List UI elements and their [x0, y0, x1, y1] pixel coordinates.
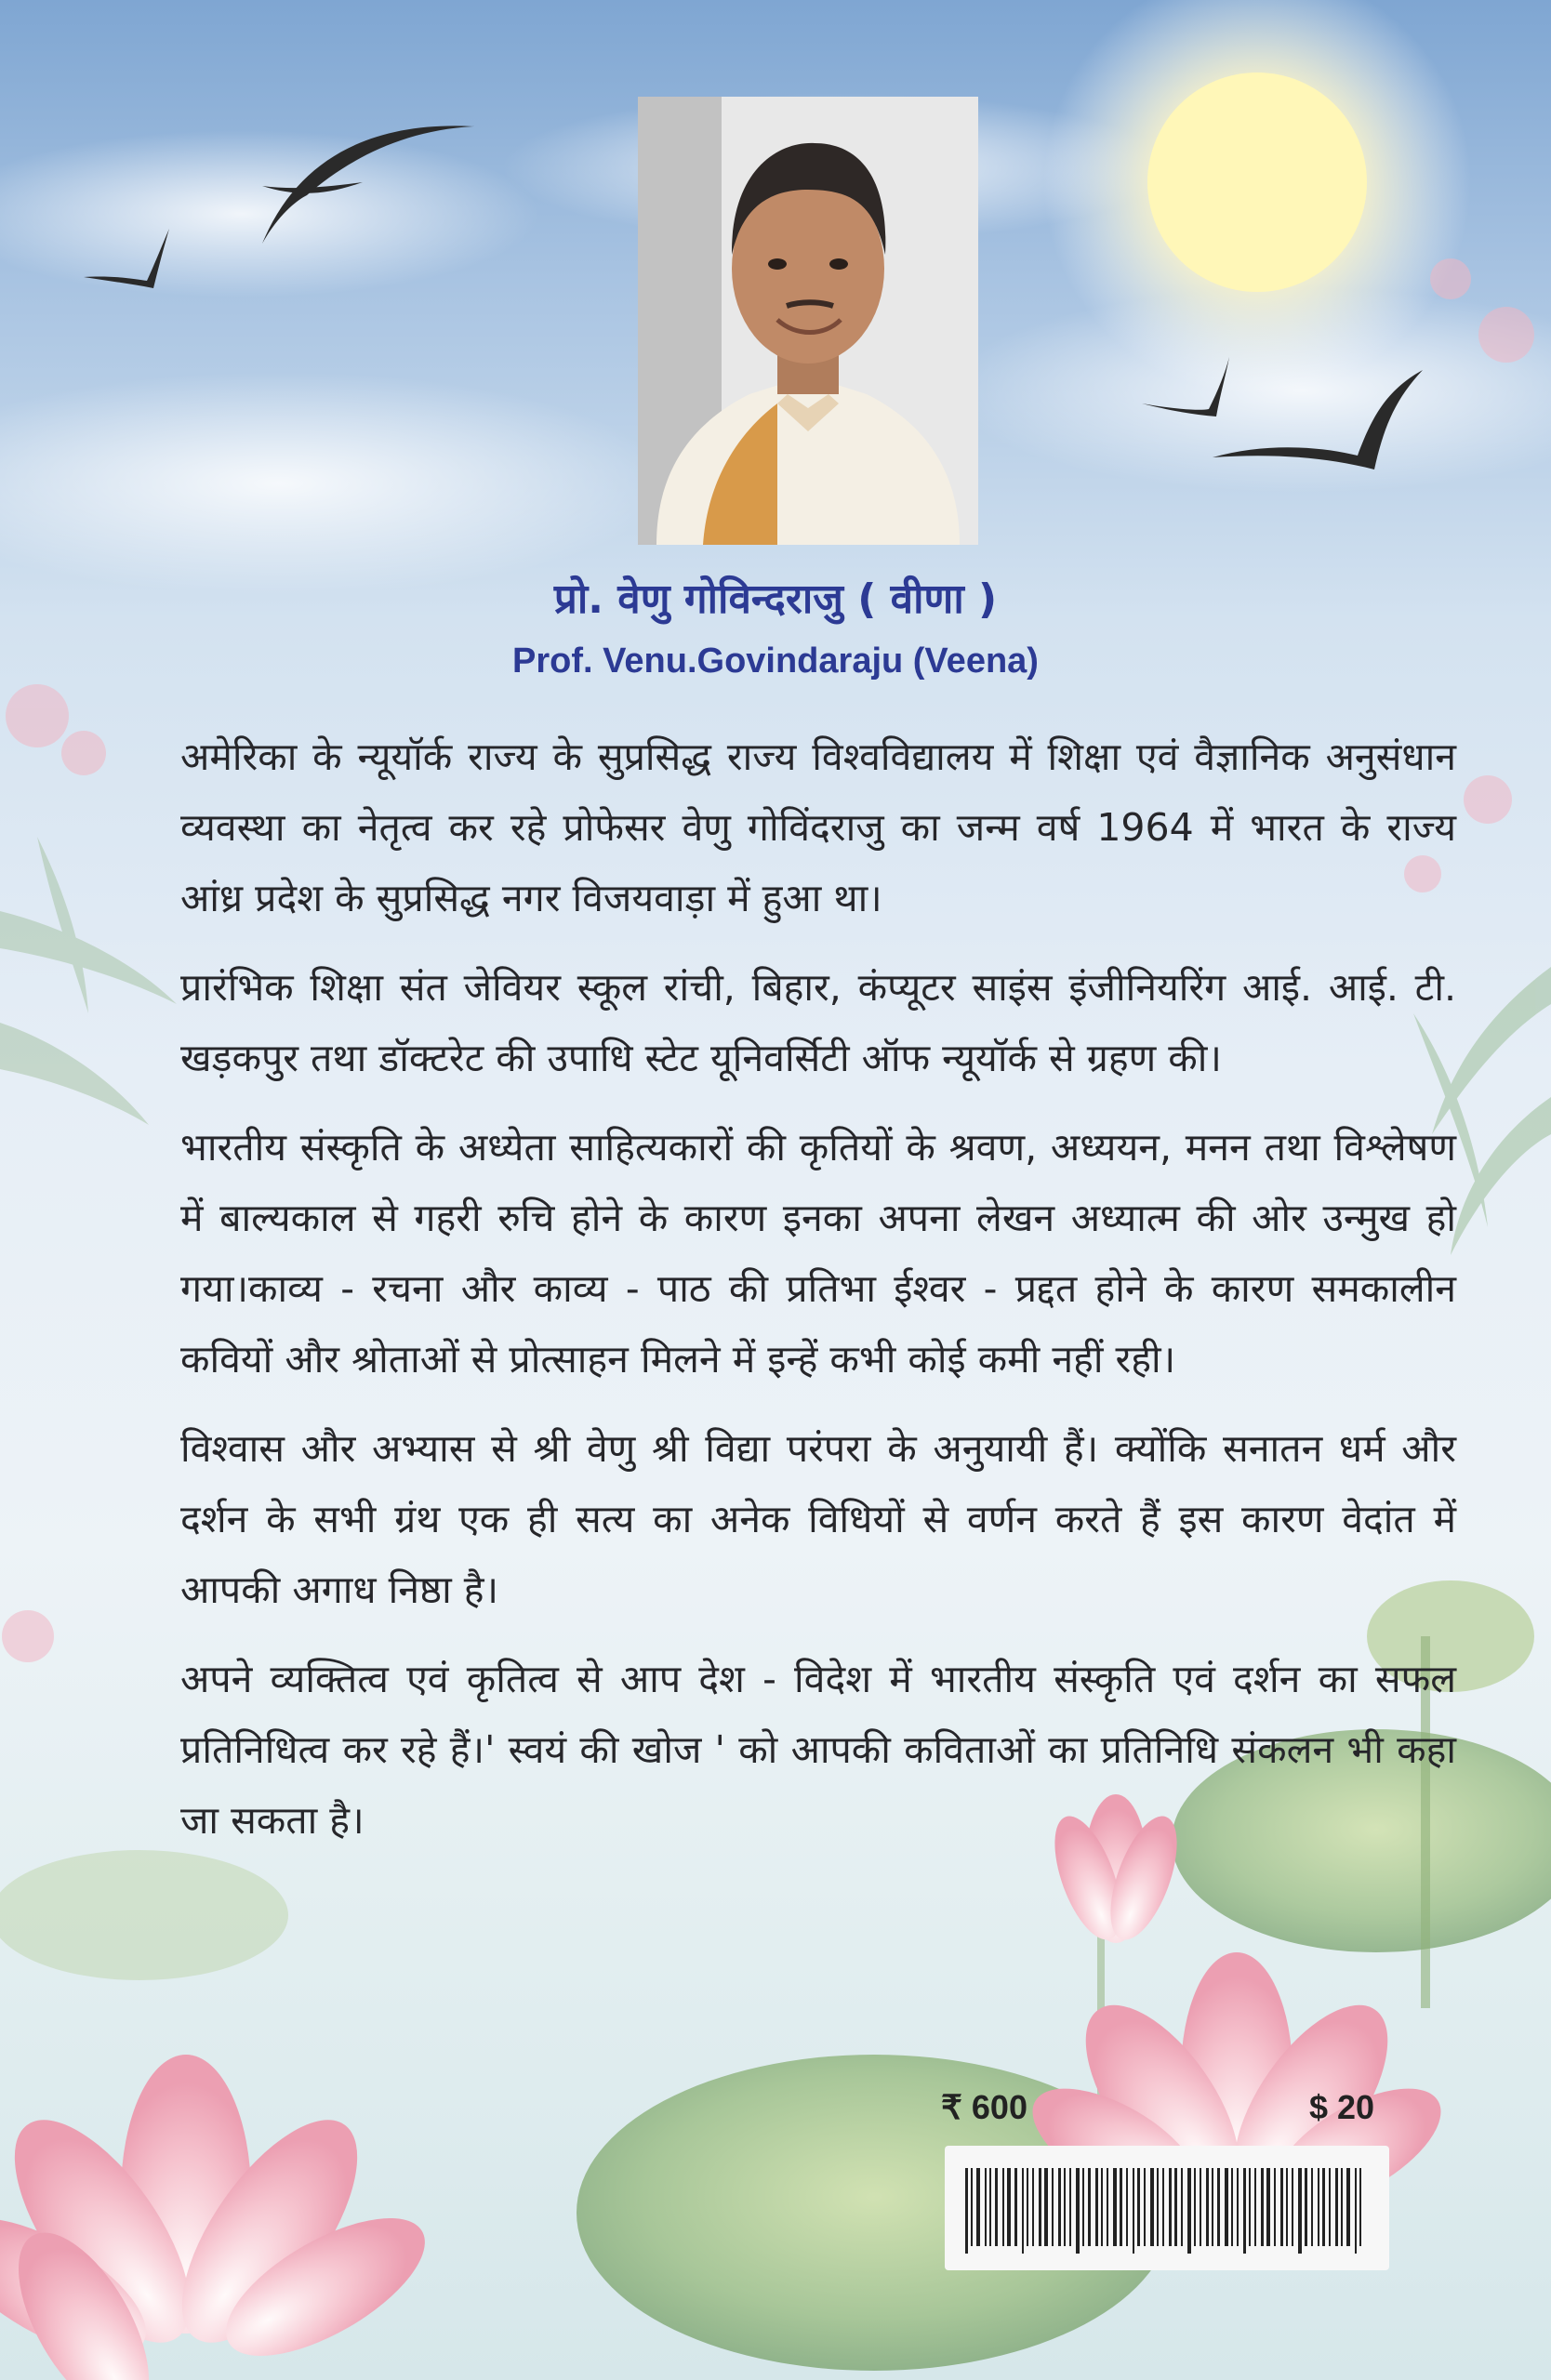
bio-paragraph: भारतीय संस्कृति के अध्येता साहित्यकारों की कृतियों के श्रवण, अध्ययन, मनन तथा विश्लेषण में बाल्यकाल से गहरी रुचि होने के कारण इनका अपना लेखन अध्यात्म की ओर उन्मुख हो गया।काव्य - रचना और काव्य - पाठ की प्रतिभा ईश्वर - प्रद्दत होने के कारण समकालीन कवियों और श्रोताओं से प्रोत्साहन मिलने में इन्हें कभी कोई कमी नहीं रही।: [180, 1125, 1456, 1382]
bamboo-leaves: [0, 837, 177, 1125]
price-inr: ₹ 600: [941, 2088, 1027, 2126]
barcode-bar: [1298, 2168, 1302, 2254]
barcode-bar: [1120, 2168, 1122, 2246]
barcode-bar: [1329, 2168, 1331, 2246]
barcode-bar: [1237, 2168, 1239, 2246]
barcode-bar: [1261, 2168, 1264, 2246]
barcode-bar: [1346, 2168, 1350, 2246]
barcode-bar: [1200, 2168, 1201, 2246]
barcode-bar: [1076, 2168, 1080, 2254]
barcode-bar: [1039, 2168, 1041, 2246]
barcode-bar: [1162, 2168, 1164, 2246]
barcode-bar: [1231, 2168, 1233, 2246]
barcode-bar: [1150, 2168, 1154, 2246]
barcode-bar: [1181, 2168, 1183, 2246]
author-bio: [180, 721, 1456, 1874]
barcode-icon: [945, 2146, 1389, 2270]
barcode-bar: [1113, 2168, 1117, 2246]
barcode-bar: [1058, 2168, 1061, 2246]
barcode-bar: [1095, 2168, 1098, 2246]
barcode-bar: [971, 2168, 973, 2246]
barcode-bar: [1022, 2168, 1024, 2254]
barcode-bar: [1032, 2168, 1034, 2246]
barcode-bar: [1007, 2168, 1011, 2246]
barcode-bar: [1249, 2168, 1251, 2246]
barcode-bar: [1322, 2168, 1325, 2246]
barcode-bar: [1174, 2168, 1177, 2246]
barcode-bar: [1341, 2168, 1343, 2246]
barcode-bar: [1217, 2168, 1220, 2246]
barcode-bar: [995, 2168, 998, 2246]
barcode-bar: [1225, 2168, 1228, 2246]
price-usd: $ 20: [1309, 2088, 1375, 2126]
barcode-bar: [1052, 2168, 1054, 2246]
barcode-bar: [1144, 2168, 1146, 2246]
barcode-bar: [1286, 2168, 1288, 2246]
bio-paragraph: प्रारंभिक शिक्षा संत जेवियर स्कूल रांची, बिहार, कंप्यूटर साइंस इंजीनियरिंग आई. आई. टी. खड़कपुर तथा डॉक्टरेट की उपाधि स्टेट यूनिवर्सिटी ऑफ न्यूयॉर्क से ग्रहण की।: [180, 965, 1456, 1080]
barcode-bar: [1194, 2168, 1196, 2246]
barcode-bar: [1027, 2168, 1028, 2246]
barcode-bar: [1101, 2168, 1103, 2246]
barcode-bar: [1311, 2168, 1313, 2246]
barcode-bar: [1002, 2168, 1004, 2246]
bio-paragraph: विश्वास और अभ्यास से श्री वेणु श्री विद्या परंपरा के अनुयायी हैं। क्योंकि सनातन धर्म और दर्शन के सभी ग्रंथ एक ही सत्य का अनेक विधियों से वर्णन करते हैं इस कारण वेदांत में आपकी अगाध निष्ठा है।: [180, 1426, 1456, 1612]
barcode-bar: [1318, 2168, 1319, 2246]
barcode-bar: [1206, 2168, 1209, 2246]
barcode-bar: [1212, 2168, 1213, 2246]
barcode-bar: [1082, 2168, 1084, 2246]
barcode-bar: [1169, 2168, 1172, 2246]
author-name-hindi: प्रो. वेणु गोविन्दराजु ( वीणा ): [553, 575, 998, 623]
barcode-bar: [1280, 2168, 1283, 2246]
barcode-bar: [1266, 2168, 1270, 2246]
barcode-bar: [985, 2168, 987, 2246]
barcode-bar: [1088, 2168, 1091, 2246]
bio-paragraph: अपने व्यक्तित्व एवं कृतित्व से आप देश - विदेश में भारतीय संस्कृति एवं दर्शन का सफल प्रतिनिधित्व कर रहे हैं।' स्वयं की खोज ' को आपकी कविताओं का प्रतिनिधि संकलन भी कहा जा सकता है।: [180, 1657, 1456, 1843]
barcode-bar: [1069, 2168, 1071, 2246]
barcode-bar: [1254, 2168, 1256, 2246]
barcode-bar: [1335, 2168, 1338, 2246]
barcode-bar: [1044, 2168, 1048, 2246]
barcode-bar: [1126, 2168, 1128, 2246]
barcode-bar: [1157, 2168, 1159, 2246]
barcode-bar: [1187, 2168, 1191, 2254]
barcode-bar: [1133, 2168, 1134, 2254]
author-photo: [638, 97, 978, 545]
barcode-bar: [1107, 2168, 1108, 2246]
barcode-bar: [1064, 2168, 1066, 2246]
author-name-english: Prof. Venu.Govindaraju (Veena): [512, 641, 1039, 681]
barcode-bar: [1359, 2168, 1361, 2246]
barcode-bar: [976, 2168, 980, 2246]
barcode-bar: [1243, 2168, 1246, 2254]
barcode-bar: [1014, 2168, 1017, 2246]
barcode-bar: [1274, 2168, 1276, 2246]
bio-paragraph: अमेरिका के न्यूयॉर्क राज्य के सुप्रसिद्ध राज्य विश्वविद्यालय में शिक्षा एवं वैज्ञानिक अनुसंधान व्यवस्था का नेतृत्व कर रहे प्रोफेसर वेणु गोविंदराजु का जन्म वर्ष 1964 में भारत के राज्य आंध्र प्रदेश के सुप्रसिद्ध नगर विजयवाड़ा में हुआ था।: [180, 734, 1456, 920]
barcode-bar: [1355, 2168, 1357, 2254]
barcode-bar: [1305, 2168, 1307, 2246]
barcode-bar: [1137, 2168, 1140, 2246]
barcode-bar: [989, 2168, 991, 2246]
barcode-bar: [1292, 2168, 1293, 2246]
barcode-bar: [965, 2168, 968, 2254]
